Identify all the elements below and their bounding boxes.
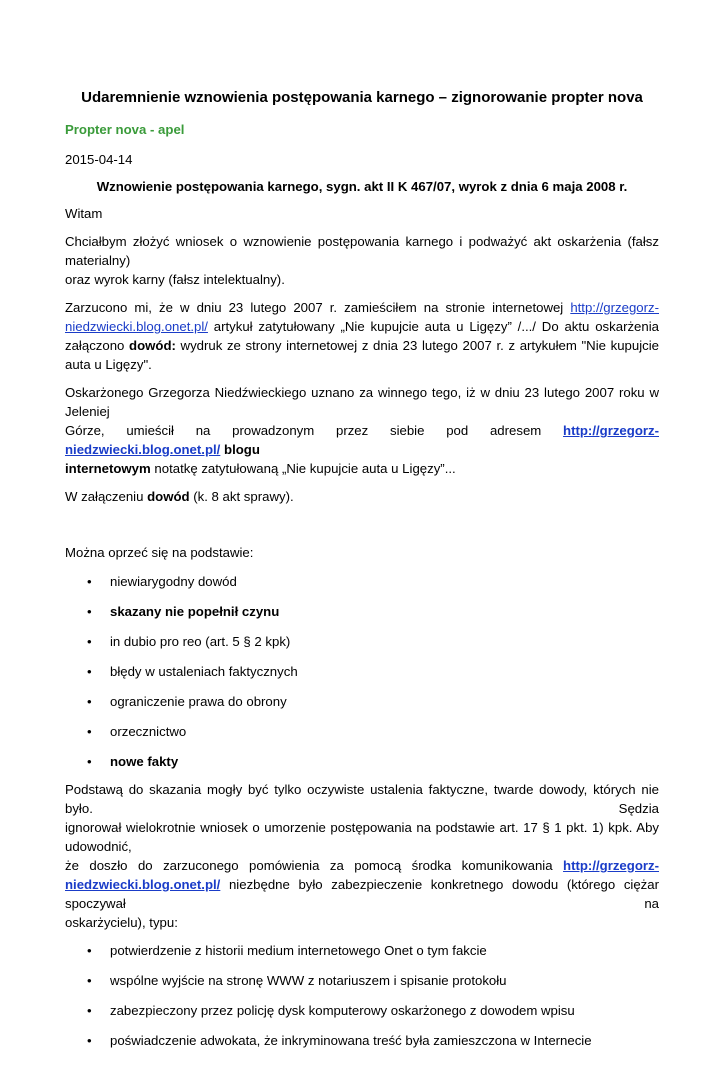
blog-link-bold-2-cont[interactable]: niedzwiecki.blog.onet.pl/ [65,877,221,892]
basis-intro: Można oprzeć się na podstawie: [65,545,254,560]
proof-label: dowód: [129,338,176,353]
bullet-icon: • [87,604,92,619]
bullet-icon: • [87,1003,92,1018]
document-date: 2015-04-14 [65,152,133,167]
paragraph-accusation-end: wydruk ze strony internetowej z dnia 23 lutego 2007 r. z artykułem "Nie kupujcie auta u Ligęzy". [65,338,659,372]
conviction-line5: oskarżycielu), typu: [65,915,178,930]
bullet-icon: • [87,634,92,649]
paragraph-verdict [65,383,659,478]
basis-list [65,572,659,776]
blog-word: blogu [224,442,260,457]
list-item: • niewiarygodny dowód [87,574,237,589]
paragraph-request-line2: oraz wyrok karny (fałsz intelektualny). [65,272,285,287]
bullet-icon: • [87,724,92,739]
list-item: • potwierdzenie z historii medium internetowego Onet o tym fakcie [87,943,487,958]
list-item: • in dubio pro reo (art. 5 § 2 kpk) [87,634,291,649]
list-item: • ograniczenie prawa do obrony [87,694,287,709]
proof-list [65,941,659,1061]
document-title: Udaremnienie wznowienia postępowania karnego – zignorowanie propter nova [81,89,643,106]
document-subtitle: Wznowienie postępowania karnego, sygn. akt II K 467/07, wyrok z dnia 6 maja 2008 r. [96,179,628,194]
list-item: • poświadczenie adwokata, że inkryminowana treść była zamieszczona w Internecie [87,1033,592,1048]
conviction-line1: Podstawą do skazania mogły być tylko oczywiste ustalenia faktyczne, twarde dowody, których nie było. Sędzia [65,782,659,816]
paragraph-request-line1: Chciałbym złożyć wniosek o wznowienie postępowania karnego i podważyć akt oskarżenia (fałsz materialny) [65,234,659,268]
document-page [65,88,659,1065]
attachment-note: W załączeniu dowód (k. 8 akt sprawy). [65,489,294,504]
paragraph-verdict-line1: Oskarżonego Grzegorza Niedźwieckiego uznano za winnego tego, iż w dniu 23 lutego 2007 roku w Jeleniej [65,385,659,419]
list-item: • nowe fakty [87,754,179,769]
paragraph-accusation-start: Zarzucono mi, że w dniu 23 lutego 2007 r. zamieściłem na stronie internetowej [65,300,564,315]
bullet-icon: • [87,973,92,988]
blog-link-bold-2[interactable]: http://grzegorz- [563,858,659,873]
greeting: Witam [65,206,103,221]
list-item: • orzecznictwo [87,724,187,739]
paragraph-verdict-end: notatkę zatytułowaną „Nie kupujcie auta u Ligęzy”... [150,461,456,476]
list-item: • wspólne wyjście na stronę WWW z notariuszem i spisanie protokołu [87,973,507,988]
conviction-line2: ignorował wielokrotnie wniosek o umorzenie postępowania na podstawie art. 17 § 1 pkt. 1) kpk. Aby udowodnić, [65,820,659,854]
conviction-line4: niedzwiecki.blog.onet.pl/ niezbędne było zabezpieczenie konkretnego dowodu (którego ciężar spoczywał na [65,877,659,911]
paragraph-verdict-line2: Górze, umieścił na prowadzonym przez siebie pod adresem [65,423,542,438]
paragraph-conviction-basis [65,780,659,932]
conviction-line3: że doszło do zarzuconego pomówienia za pomocą środka komunikowania http://grzegorz- [65,858,659,873]
list-item: • błędy w ustaleniach faktycznych [87,664,298,679]
bullet-icon: • [87,694,92,709]
bullet-icon: • [87,754,92,769]
blog-link[interactable]: http://grzegorz-niedzwiecki.blog.onet.pl/ [65,300,659,334]
list-item: • zabezpieczony przez policję dysk komputerowy oskarżonego z dowodem wpisu [87,1003,575,1018]
blog-link-bold[interactable]: http://grzegorz-niedzwiecki.blog.onet.pl/ [65,423,659,457]
bullet-icon: • [87,943,92,958]
bullet-icon: • [87,664,92,679]
attachment-proof-word: dowód [147,489,190,504]
section-heading: Propter nova - apel [65,122,185,137]
internet-word: internetowym [65,461,151,476]
paragraph-request [65,232,659,289]
paragraph-accusation-mid: artykuł zatytułowany „Nie kupujcie auta u Ligęzy” /.../ Do aktu oskarżenia załączono [65,319,659,353]
paragraph-accusation [65,298,659,374]
list-item: • skazany nie popełnił czynu [87,604,280,619]
bullet-icon: • [87,1033,92,1048]
bullet-icon: • [87,574,92,589]
